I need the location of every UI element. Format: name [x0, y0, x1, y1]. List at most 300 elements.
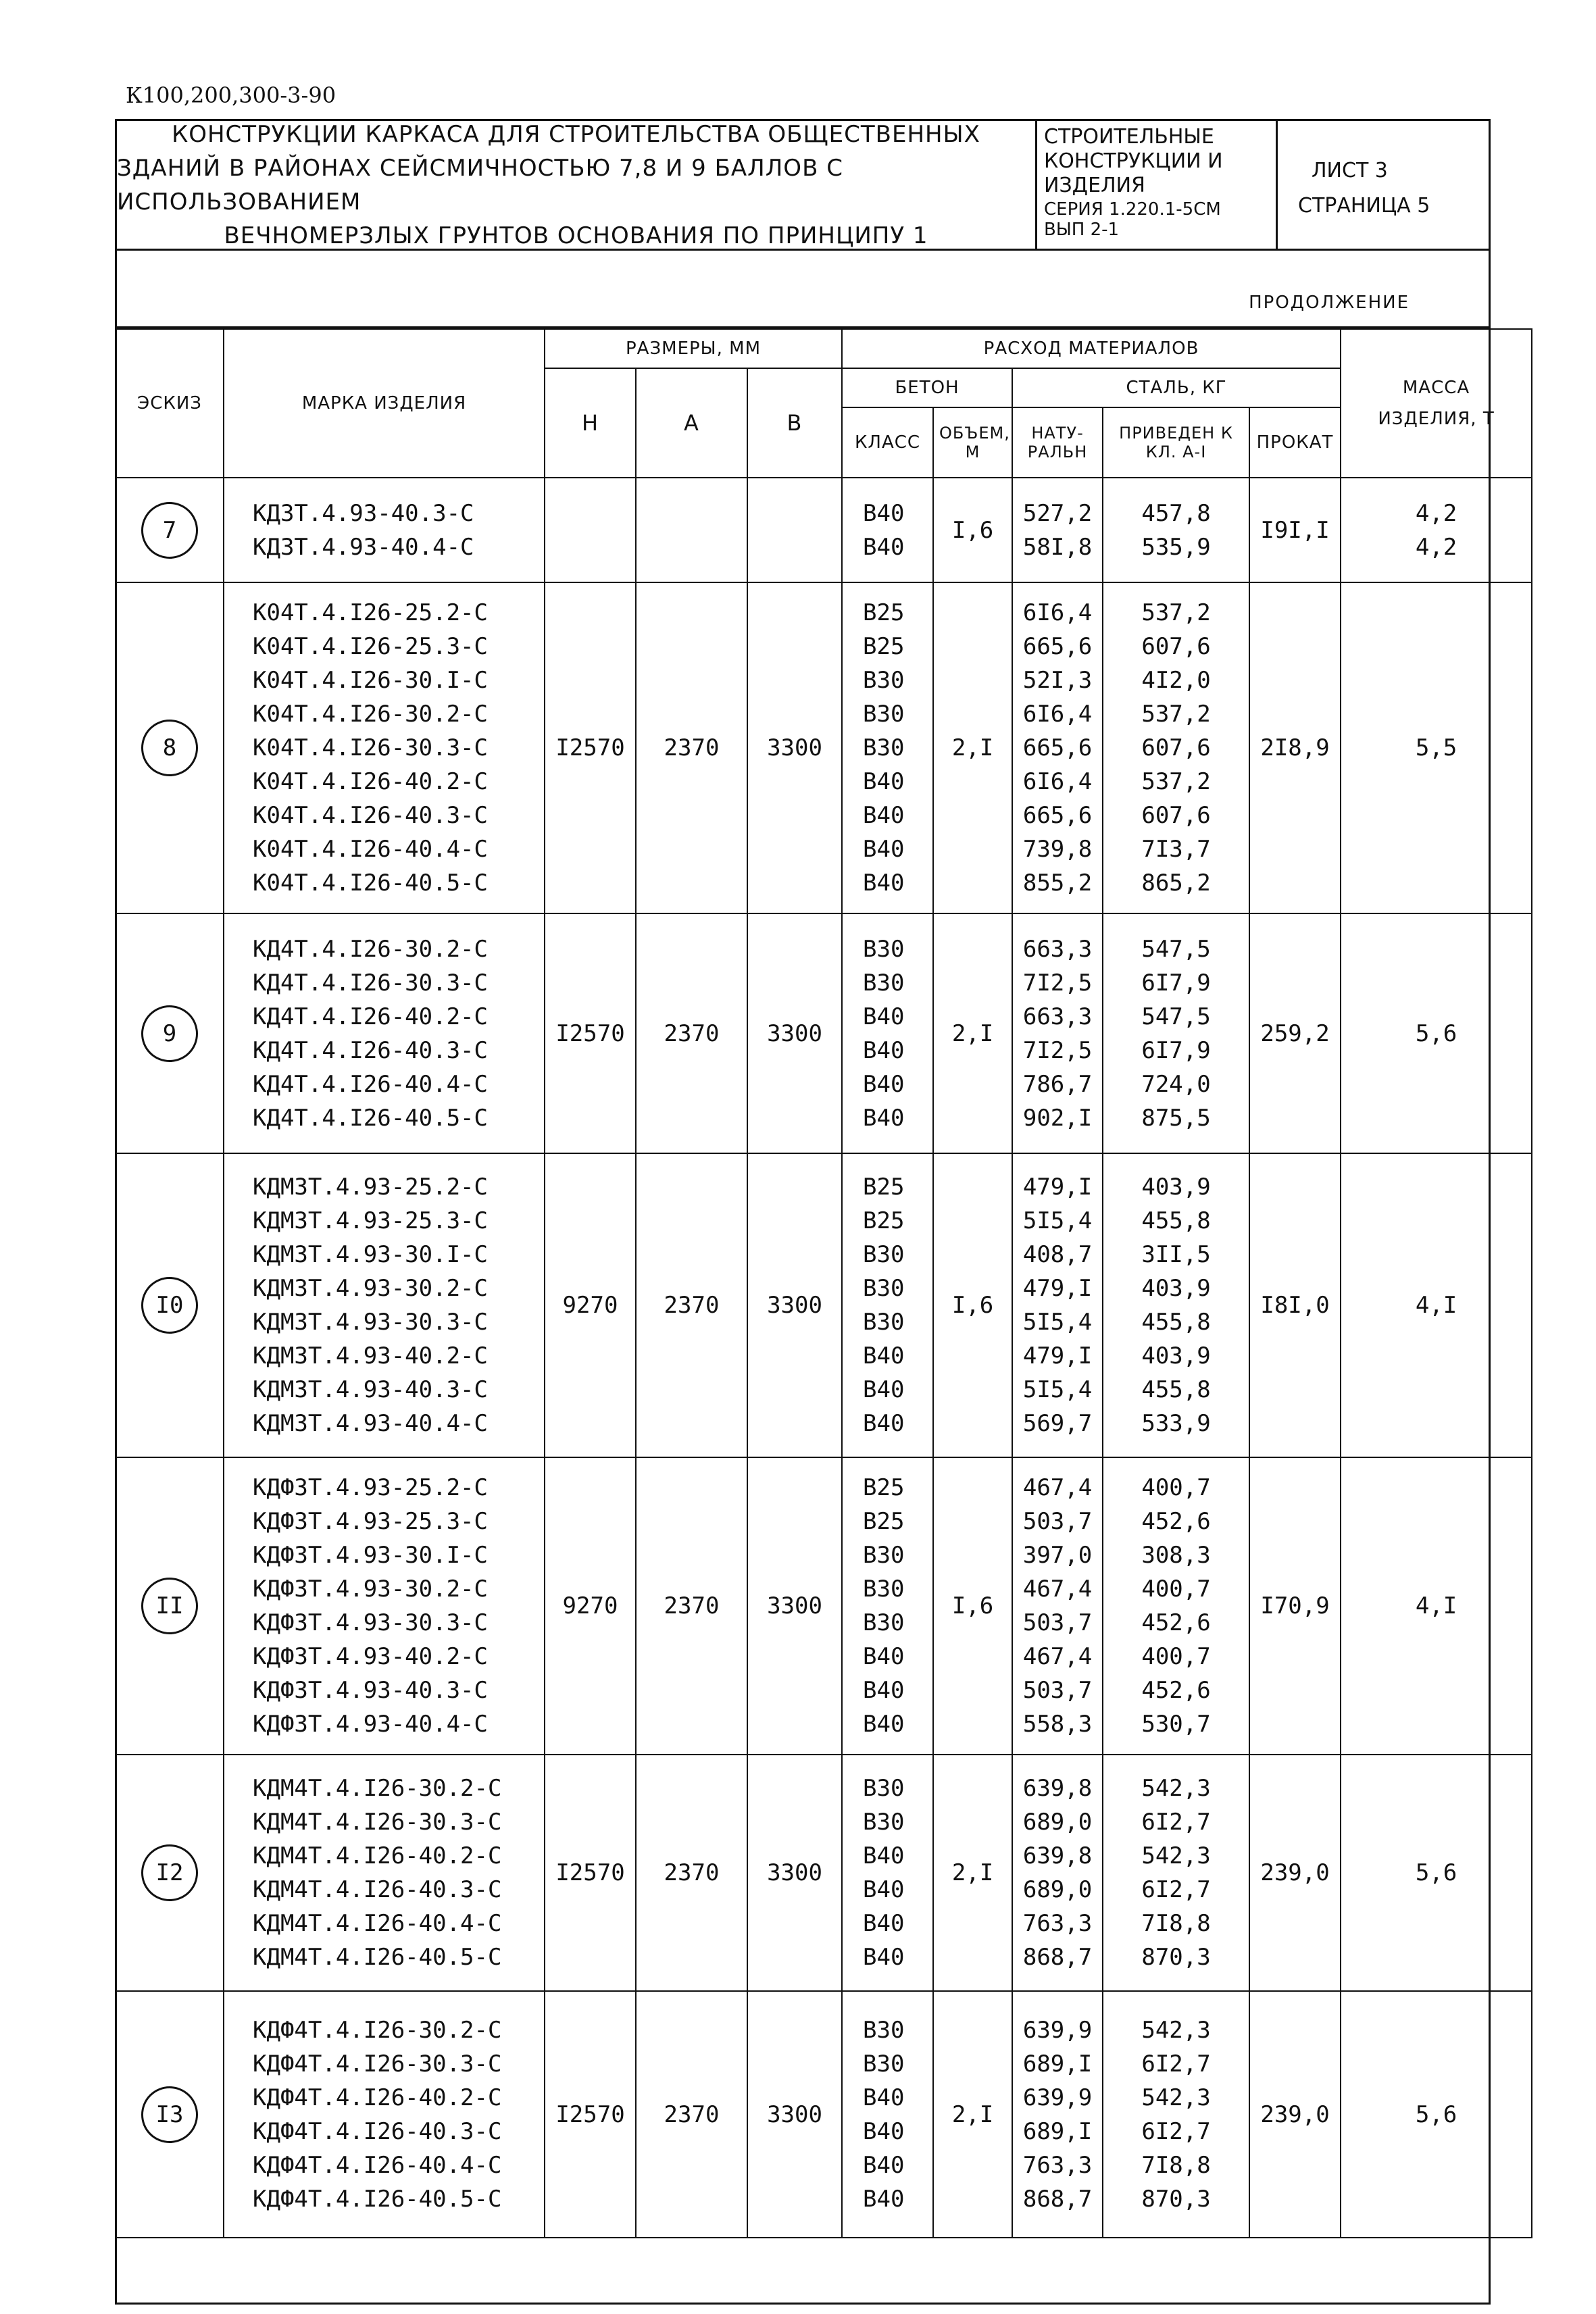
table-row	[116, 913, 1532, 1153]
sketch-cell	[116, 1457, 224, 1755]
steel-natural: 52I,3	[1022, 667, 1093, 694]
concrete-class: В40	[863, 1842, 905, 1869]
concrete-volume: I,6	[933, 1153, 1012, 1457]
concrete-class: В40	[863, 2084, 905, 2111]
steel-reduced: 542,3	[1141, 1842, 1211, 1869]
dimension-b: 3300	[747, 1153, 842, 1457]
steel-reduced: 308,3	[1141, 1542, 1211, 1569]
product-mark: КДМЗТ.4.93-30.3-С	[253, 1309, 488, 1336]
steel-reduced: 6I2,7	[1141, 2050, 1211, 2078]
series-label: СЕРИЯ 1.220.1-5СМ	[1044, 199, 1221, 220]
document-title	[117, 121, 1037, 249]
steel-reduced: 537,2	[1141, 701, 1211, 728]
steel-natural: 408,7	[1022, 1241, 1093, 1268]
sketch-number: 8	[141, 720, 198, 776]
steel-rolled: 239,0	[1249, 1991, 1341, 2238]
steel-natural: 467,4	[1022, 1576, 1093, 1603]
concrete-class: В40	[863, 2151, 905, 2179]
steel-reduced: 7I3,7	[1141, 836, 1211, 863]
sheet-block	[1278, 121, 1491, 249]
concrete-class: В30	[863, 701, 905, 728]
concrete-class: В40	[863, 1070, 905, 1098]
steel-reduced: 403,9	[1141, 1275, 1211, 1302]
steel-natural: 902,I	[1022, 1104, 1093, 1132]
steel-natural: 665,6	[1022, 633, 1093, 660]
concrete-class: В25	[863, 1508, 905, 1535]
steel-reduced: 6I2,7	[1141, 1876, 1211, 1903]
steel-reduced-cell	[1103, 1153, 1249, 1457]
dimension-h: I2570	[545, 1755, 636, 1991]
col-b: В	[747, 368, 842, 478]
product-mark: КДМЗТ.4.93-25.3-С	[253, 1207, 488, 1234]
steel-natural: 397,0	[1022, 1542, 1093, 1569]
mass-value: 4,2	[1415, 499, 1457, 527]
concrete-class: В40	[863, 1876, 905, 1903]
steel-natural: 689,I	[1022, 2050, 1093, 2078]
mass-cell	[1341, 478, 1532, 582]
product-mark: КДФЗТ.4.93-30.3-С	[253, 1609, 488, 1636]
continuation-row	[115, 251, 1491, 328]
steel-rolled: I8I,0	[1249, 1153, 1341, 1457]
steel-reduced: 7I8,8	[1141, 2151, 1211, 2179]
steel-reduced: 542,3	[1141, 1775, 1211, 1802]
concrete-class: В40	[863, 1944, 905, 1971]
steel-natural: 5I5,4	[1022, 1376, 1093, 1403]
concrete-class: В40	[863, 1410, 905, 1437]
steel-reduced: 455,8	[1141, 1376, 1211, 1403]
concrete-class: В40	[863, 1910, 905, 1937]
continuation-label: ПРОДОЛЖЕНИЕ	[1249, 293, 1410, 313]
steel-reduced: 537,2	[1141, 599, 1211, 626]
concrete-class-cell	[842, 913, 933, 1153]
steel-reduced-cell	[1103, 1755, 1249, 1991]
dimension-b: 3300	[747, 1991, 842, 2238]
steel-reduced: 870,3	[1141, 1944, 1211, 1971]
steel-natural: 503,7	[1022, 1508, 1093, 1535]
product-mark-cell	[224, 913, 545, 1153]
concrete-volume: 2,I	[933, 913, 1012, 1153]
product-mark-cell	[224, 1153, 545, 1457]
mass-value: 4,I	[1415, 1292, 1457, 1319]
steel-rolled: I9I,I	[1249, 478, 1341, 582]
steel-reduced: 530,7	[1141, 1711, 1211, 1738]
concrete-class: В30	[863, 734, 905, 761]
concrete-class: В40	[863, 1376, 905, 1403]
concrete-class: В40	[863, 2117, 905, 2145]
product-mark: КД4Т.4.I26-40.2-С	[253, 1003, 488, 1030]
concrete-class: В40	[863, 1036, 905, 1064]
steel-natural: 855,2	[1022, 870, 1093, 897]
col-a: А	[636, 368, 747, 478]
concrete-class: В30	[863, 1609, 905, 1636]
steel-reduced: 7I8,8	[1141, 1910, 1211, 1937]
table-row	[116, 478, 1532, 582]
concrete-volume: 2,I	[933, 1755, 1012, 1991]
col-sketch: ЭСКИЗ	[116, 329, 224, 478]
steel-natural-cell	[1012, 1153, 1103, 1457]
product-mark: КД4Т.4.I26-40.4-С	[253, 1070, 488, 1098]
mass-value: 5,6	[1415, 2101, 1457, 2128]
sketch-cell	[116, 1755, 224, 1991]
steel-reduced: 870,3	[1141, 2185, 1211, 2213]
mass-value: 4,I	[1415, 1592, 1457, 1619]
steel-natural: 689,0	[1022, 1809, 1093, 1836]
concrete-class: В40	[863, 1643, 905, 1670]
steel-reduced: 455,8	[1141, 1309, 1211, 1336]
dimension-h: 9270	[545, 1153, 636, 1457]
mass-cell	[1341, 1457, 1532, 1755]
concrete-class: В40	[863, 870, 905, 897]
steel-reduced: 547,5	[1141, 935, 1211, 963]
steel-rolled: I70,9	[1249, 1457, 1341, 1755]
product-mark: КДМЗТ.4.93-30.2-С	[253, 1275, 488, 1302]
steel-reduced: 6I2,7	[1141, 2117, 1211, 2145]
steel-natural: 639,9	[1022, 2016, 1093, 2044]
concrete-class-cell	[842, 582, 933, 913]
product-mark: КДФЗТ.4.93-40.3-С	[253, 1677, 488, 1704]
steel-natural: 663,3	[1022, 935, 1093, 963]
concrete-class-cell	[842, 478, 933, 582]
concrete-class: В30	[863, 2050, 905, 2078]
concrete-class: В40	[863, 1003, 905, 1030]
concrete-class: В40	[863, 1342, 905, 1369]
col-materials: РАСХОД МАТЕРИАЛОВ	[842, 329, 1341, 368]
product-mark: КДМЗТ.4.93-40.2-С	[253, 1342, 488, 1369]
dimension-b: 3300	[747, 1755, 842, 1991]
product-mark: К04Т.4.I26-30.2-С	[253, 701, 488, 728]
product-mark-cell	[224, 582, 545, 913]
dimension-a: 2370	[636, 1457, 747, 1755]
concrete-class: В30	[863, 667, 905, 694]
table-row	[116, 1755, 1532, 1991]
steel-reduced-cell	[1103, 1457, 1249, 1755]
dimension-h: I2570	[545, 1991, 636, 2238]
sketch-cell	[116, 913, 224, 1153]
steel-natural: 868,7	[1022, 2185, 1093, 2213]
steel-reduced: 537,2	[1141, 768, 1211, 795]
steel-reduced: 400,7	[1141, 1474, 1211, 1501]
product-mark: КДМ4Т.4.I26-40.2-С	[253, 1842, 502, 1869]
steel-natural: 6I6,4	[1022, 599, 1093, 626]
product-mark: КДЗТ.4.93-40.4-С	[253, 533, 474, 561]
product-mark: КДФ4Т.4.I26-40.5-С	[253, 2185, 502, 2213]
steel-reduced: 724,0	[1141, 1070, 1211, 1098]
sketch-cell	[116, 1153, 224, 1457]
concrete-class: В40	[863, 802, 905, 829]
steel-reduced: 542,3	[1141, 2084, 1211, 2111]
steel-reduced: 400,7	[1141, 1576, 1211, 1603]
product-mark: К04Т.4.I26-40.4-С	[253, 836, 488, 863]
concrete-class-cell	[842, 1755, 933, 1991]
sketch-cell	[116, 1991, 224, 2238]
concrete-class-cell	[842, 1457, 933, 1755]
steel-natural: 569,7	[1022, 1410, 1093, 1437]
concrete-volume: I,6	[933, 478, 1012, 582]
concrete-class: В30	[863, 935, 905, 963]
concrete-volume: 2,I	[933, 582, 1012, 913]
title-line: КОНСТРУКЦИИ КАРКАСА ДЛЯ СТРОИТЕЛЬСТВА ОБЩЕСТВЕННЫХ	[172, 120, 980, 148]
steel-natural: 479,I	[1022, 1174, 1093, 1201]
steel-natural: 689,0	[1022, 1876, 1093, 1903]
steel-reduced: 6I2,7	[1141, 1809, 1211, 1836]
col-mark: МАРКА ИЗДЕЛИЯ	[224, 329, 545, 478]
dimension-b: 3300	[747, 1457, 842, 1755]
product-mark: К04Т.4.I26-30.I-С	[253, 667, 488, 694]
concrete-class: В40	[863, 1104, 905, 1132]
col-sizes: РАЗМЕРЫ, ММ	[545, 329, 842, 368]
steel-natural: 58I,8	[1022, 533, 1093, 561]
dimension-b: 3300	[747, 582, 842, 913]
steel-natural: 5I5,4	[1022, 1309, 1093, 1336]
concrete-class-cell	[842, 1153, 933, 1457]
dimension-a: 2370	[636, 582, 747, 913]
steel-natural: 479,I	[1022, 1342, 1093, 1369]
steel-reduced: 455,8	[1141, 1207, 1211, 1234]
steel-reduced: 457,8	[1141, 499, 1211, 527]
steel-natural: 6I6,4	[1022, 701, 1093, 728]
concrete-class: В40	[863, 2185, 905, 2213]
dimension-b	[747, 478, 842, 582]
sketch-number: I2	[141, 1844, 198, 1901]
dimension-h: I2570	[545, 582, 636, 913]
dimension-a: 2370	[636, 913, 747, 1153]
steel-natural: 503,7	[1022, 1609, 1093, 1636]
steel-natural-cell	[1012, 1991, 1103, 2238]
dimension-h: 9270	[545, 1457, 636, 1755]
col-class: КЛАСС	[842, 407, 933, 478]
steel-natural-cell	[1012, 478, 1103, 582]
product-mark: К04Т.4.I26-30.3-С	[253, 734, 488, 761]
steel-natural: 689,I	[1022, 2117, 1093, 2145]
steel-reduced: 875,5	[1141, 1104, 1211, 1132]
product-mark: КДЗТ.4.93-40.3-С	[253, 499, 474, 527]
steel-reduced: 542,3	[1141, 2016, 1211, 2044]
steel-natural: 527,2	[1022, 499, 1093, 527]
mass-value: 5,6	[1415, 1859, 1457, 1886]
product-mark: КД4Т.4.I26-40.5-С	[253, 1104, 488, 1132]
dimension-a: 2370	[636, 1153, 747, 1457]
concrete-class: В25	[863, 1207, 905, 1234]
table-row	[116, 1457, 1532, 1755]
concrete-class: В25	[863, 1174, 905, 1201]
dimension-h: I2570	[545, 913, 636, 1153]
product-mark: КДМ4Т.4.I26-30.2-С	[253, 1775, 502, 1802]
product-mark-cell	[224, 1755, 545, 1991]
product-mark: КДМ4Т.4.I26-40.4-С	[253, 1910, 502, 1937]
steel-reduced-cell	[1103, 582, 1249, 913]
sheet-label: ЛИСТ 3	[1312, 159, 1388, 182]
steel-reduced: 6I7,9	[1141, 969, 1211, 997]
section-block	[1037, 121, 1278, 249]
mass-cell	[1341, 582, 1532, 913]
steel-reduced: 607,6	[1141, 633, 1211, 660]
steel-rolled: 259,2	[1249, 913, 1341, 1153]
steel-natural: 467,4	[1022, 1474, 1093, 1501]
concrete-class: В30	[863, 2016, 905, 2044]
table-row	[116, 1153, 1532, 1457]
concrete-class: В30	[863, 969, 905, 997]
mass-cell	[1341, 913, 1532, 1153]
product-mark: КДМЗТ.4.93-40.3-С	[253, 1376, 488, 1403]
dimension-a	[636, 478, 747, 582]
sketch-number: II	[141, 1578, 198, 1634]
title-line: ВЕЧНОМЕРЗЛЫХ ГРУНТОВ ОСНОВАНИЯ ПО ПРИНЦИПУ 1	[224, 222, 928, 249]
mass-value: 5,5	[1415, 734, 1457, 761]
steel-natural: 503,7	[1022, 1677, 1093, 1704]
steel-natural-cell	[1012, 582, 1103, 913]
section-line: КОНСТРУКЦИИ И	[1044, 149, 1223, 173]
sketch-number: I3	[141, 2086, 198, 2143]
product-mark: КДФ4Т.4.I26-30.3-С	[253, 2050, 502, 2078]
concrete-class: В40	[863, 1711, 905, 1738]
mass-value: 5,6	[1415, 1020, 1457, 1047]
concrete-class: В40	[863, 836, 905, 863]
steel-reduced: 3II,5	[1141, 1241, 1211, 1268]
product-mark: КДФ4Т.4.I26-40.3-С	[253, 2117, 502, 2145]
steel-natural: 868,7	[1022, 1944, 1093, 1971]
product-mark: КД4Т.4.I26-30.3-С	[253, 969, 488, 997]
product-mark: К04Т.4.I26-25.2-С	[253, 599, 488, 626]
section-line: СТРОИТЕЛЬНЫЕ	[1044, 125, 1214, 149]
col-h: Н	[545, 368, 636, 478]
col-volume: ОБЪЕМ, М	[933, 407, 1012, 478]
product-mark: К04Т.4.I26-40.3-С	[253, 802, 488, 829]
concrete-class: В25	[863, 633, 905, 660]
title-line: ЗДАНИЙ В РАЙОНАХ СЕЙСМИЧНОСТЬЮ 7,8 И 9 БАЛЛОВ С ИСПОЛЬЗОВАНИЕМ	[117, 154, 843, 216]
steel-natural: 639,8	[1022, 1842, 1093, 1869]
dimension-b: 3300	[747, 913, 842, 1153]
product-mark: КДФЗТ.4.93-25.2-С	[253, 1474, 488, 1501]
product-mark: КДМ4Т.4.I26-30.3-С	[253, 1809, 502, 1836]
concrete-class: В30	[863, 1542, 905, 1569]
table-row	[116, 1991, 1532, 2238]
col-mass: МАССА ИЗДЕЛИЯ, Т	[1341, 329, 1532, 478]
concrete-class: В30	[863, 1241, 905, 1268]
product-mark: К04Т.4.I26-40.5-С	[253, 870, 488, 897]
steel-reduced: 4I2,0	[1141, 667, 1211, 694]
steel-natural-cell	[1012, 1755, 1103, 1991]
title-block	[115, 119, 1491, 251]
steel-natural: 763,3	[1022, 1910, 1093, 1937]
product-mark-cell	[224, 478, 545, 582]
product-mark: К04Т.4.I26-25.3-С	[253, 633, 488, 660]
steel-natural: 479,I	[1022, 1275, 1093, 1302]
dimension-a: 2370	[636, 1755, 747, 1991]
steel-natural: 663,3	[1022, 1003, 1093, 1030]
steel-natural: 7I2,5	[1022, 1036, 1093, 1064]
product-mark-cell	[224, 1991, 545, 2238]
steel-reduced: 535,9	[1141, 533, 1211, 561]
product-mark: КД4Т.4.I26-30.2-С	[253, 935, 488, 963]
steel-natural: 639,8	[1022, 1775, 1093, 1802]
sketch-number: 7	[141, 502, 198, 559]
concrete-class: В30	[863, 1809, 905, 1836]
product-mark: КДМ4Т.4.I26-40.3-С	[253, 1876, 502, 1903]
col-rolled: ПРОКАТ	[1249, 407, 1341, 478]
col-steel: СТАЛЬ, КГ	[1012, 368, 1341, 407]
concrete-class: В25	[863, 1474, 905, 1501]
product-mark: КДМЗТ.4.93-25.2-С	[253, 1174, 488, 1201]
product-mark: КДФ4Т.4.I26-40.2-С	[253, 2084, 502, 2111]
concrete-class-cell	[842, 1991, 933, 2238]
page-label: СТРАНИЦА 5	[1298, 194, 1430, 218]
steel-reduced: 547,5	[1141, 1003, 1211, 1030]
steel-natural-cell	[1012, 1457, 1103, 1755]
product-mark: КДФЗТ.4.93-40.4-С	[253, 1711, 488, 1738]
product-mark: КДФ4Т.4.I26-30.2-С	[253, 2016, 502, 2044]
steel-reduced: 452,6	[1141, 1508, 1211, 1535]
steel-natural-cell	[1012, 913, 1103, 1153]
steel-reduced: 452,6	[1141, 1677, 1211, 1704]
materials-table	[115, 328, 1532, 2238]
steel-natural: 739,8	[1022, 836, 1093, 863]
steel-reduced: 452,6	[1141, 1609, 1211, 1636]
product-mark: КДФЗТ.4.93-30.2-С	[253, 1576, 488, 1603]
product-mark-cell	[224, 1457, 545, 1755]
steel-reduced: 400,7	[1141, 1643, 1211, 1670]
steel-natural: 558,3	[1022, 1711, 1093, 1738]
sketch-cell	[116, 582, 224, 913]
steel-natural: 665,6	[1022, 802, 1093, 829]
dimension-a: 2370	[636, 1991, 747, 2238]
product-mark: КДФ4Т.4.I26-40.4-С	[253, 2151, 502, 2179]
sketch-cell	[116, 478, 224, 582]
concrete-class: В40	[863, 768, 905, 795]
concrete-class: В30	[863, 1576, 905, 1603]
steel-natural: 763,3	[1022, 2151, 1093, 2179]
steel-natural: 6I6,4	[1022, 768, 1093, 795]
concrete-class: В25	[863, 599, 905, 626]
steel-reduced: 607,6	[1141, 734, 1211, 761]
product-mark: КДФЗТ.4.93-40.2-С	[253, 1643, 488, 1670]
steel-reduced: 607,6	[1141, 802, 1211, 829]
concrete-class: В40	[863, 1677, 905, 1704]
steel-natural: 786,7	[1022, 1070, 1093, 1098]
product-mark: КД4Т.4.I26-40.3-С	[253, 1036, 488, 1064]
steel-reduced: 533,9	[1141, 1410, 1211, 1437]
concrete-class: В30	[863, 1775, 905, 1802]
concrete-volume: 2,I	[933, 1991, 1012, 2238]
steel-reduced-cell	[1103, 478, 1249, 582]
steel-rolled: 239,0	[1249, 1755, 1341, 1991]
mass-value: 4,2	[1415, 533, 1457, 561]
col-reduced: ПРИВЕДЕН К КЛ. А-I	[1103, 407, 1249, 478]
mass-cell	[1341, 1755, 1532, 1991]
concrete-class: В30	[863, 1275, 905, 1302]
product-mark: КДМЗТ.4.93-40.4-С	[253, 1410, 488, 1437]
concrete-class: В30	[863, 1309, 905, 1336]
sketch-number: 9	[141, 1005, 198, 1062]
steel-reduced-cell	[1103, 1991, 1249, 2238]
document-code: К100,200,300-3-90	[126, 82, 336, 108]
mass-cell	[1341, 1991, 1532, 2238]
steel-rolled: 2I8,9	[1249, 582, 1341, 913]
steel-reduced: 865,2	[1141, 870, 1211, 897]
table-row	[116, 582, 1532, 913]
steel-reduced: 6I7,9	[1141, 1036, 1211, 1064]
steel-reduced-cell	[1103, 913, 1249, 1153]
steel-natural: 467,4	[1022, 1643, 1093, 1670]
product-mark: КДМЗТ.4.93-30.I-С	[253, 1241, 488, 1268]
concrete-class: В40	[863, 533, 905, 561]
product-mark: К04Т.4.I26-40.2-С	[253, 768, 488, 795]
dimension-h	[545, 478, 636, 582]
product-mark: КДФЗТ.4.93-30.I-С	[253, 1542, 488, 1569]
steel-natural: 639,9	[1022, 2084, 1093, 2111]
col-concrete: БЕТОН	[842, 368, 1012, 407]
concrete-class: В40	[863, 499, 905, 527]
mass-cell	[1341, 1153, 1532, 1457]
